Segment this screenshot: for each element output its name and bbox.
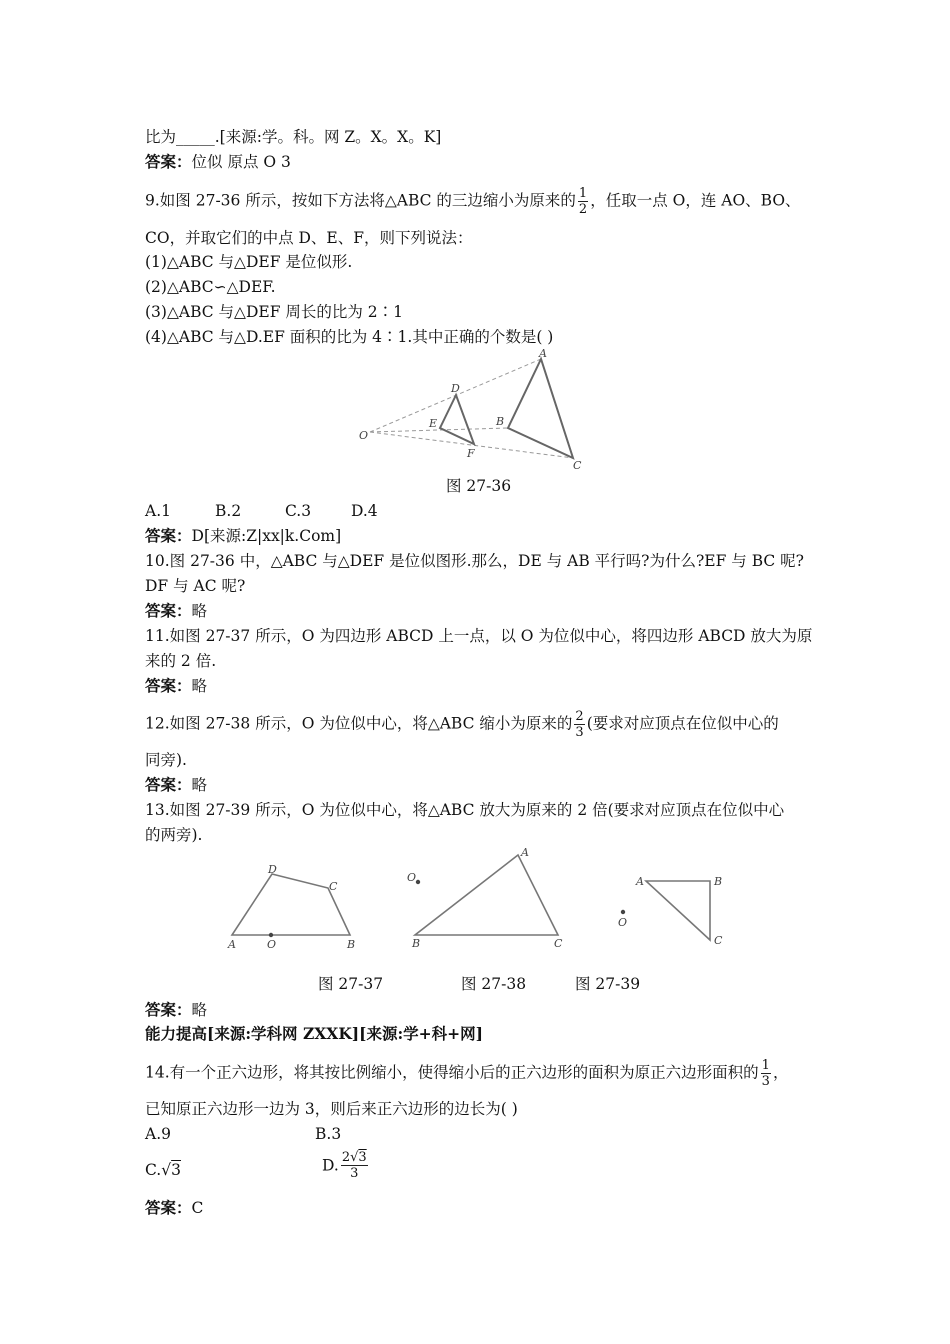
label-B: B bbox=[347, 938, 356, 951]
question-14-line1 bbox=[145, 1058, 788, 1089]
frac-num: 2 bbox=[575, 709, 584, 724]
frac-den: 2 bbox=[578, 202, 588, 217]
figure-27-38 bbox=[403, 845, 573, 955]
caption-27-38: 图 27-38 bbox=[461, 975, 527, 993]
frac-den: 3 bbox=[575, 725, 584, 740]
frac-num: 1 bbox=[578, 186, 588, 201]
label-A: A bbox=[228, 938, 236, 951]
frac-den: 3 bbox=[761, 1074, 770, 1089]
fraction-two-thirds bbox=[574, 709, 584, 740]
answer-text: 略 bbox=[191, 677, 208, 695]
answer-8 bbox=[145, 152, 291, 172]
label-B: B bbox=[412, 937, 421, 950]
answer-14 bbox=[145, 1198, 203, 1218]
option-c: C.3 bbox=[285, 502, 312, 520]
option-b: B.2 bbox=[215, 502, 242, 520]
answer-label: 答案： bbox=[145, 775, 192, 794]
caption-27-37: 图 27-37 bbox=[318, 975, 384, 993]
question-11-line1: 11.如图 27-37 所示，O 为四边形 ABCD 上一点，以 O 为位似中心，将四边形 ABCD 放大为原 bbox=[145, 627, 813, 645]
frac-num: 1 bbox=[761, 1058, 770, 1073]
answer-label: 答案： bbox=[145, 1198, 192, 1217]
label-B: B bbox=[496, 415, 505, 428]
radicand: 3 bbox=[358, 1150, 367, 1165]
coef: 2 bbox=[341, 1150, 351, 1165]
question-14-options-ab bbox=[145, 1124, 341, 1144]
figure-27-39 bbox=[610, 865, 735, 955]
q9-text-b: ，任取一点 O，连 AO、BO、 bbox=[590, 191, 801, 210]
label-O: O bbox=[359, 429, 369, 442]
question-9-line1 bbox=[145, 186, 801, 217]
question-9-item4: (4)△ABC 与△D.EF 面积的比为 4∶1.其中正确的个数是( ) bbox=[145, 328, 554, 346]
caption-27-39: 图 27-39 bbox=[575, 975, 641, 993]
figure-27-36 bbox=[355, 345, 595, 475]
caption-27-36: 图 27-36 bbox=[446, 477, 512, 495]
question-9-item1: (1)△ABC 与△DEF 是位似形. bbox=[145, 253, 353, 271]
option-a: A.1 bbox=[145, 502, 171, 520]
q12-text-b: (要求对应顶点在位似中心的 bbox=[586, 714, 779, 733]
fraction-one-third bbox=[761, 1058, 771, 1089]
question-10-line1: 10.图 27-36 中，△ABC 与△DEF 是位似图形.那么，DE 与 AB 平行吗?为什么?EF 与 BC 呢? bbox=[145, 552, 804, 570]
option-c: C. bbox=[145, 1161, 162, 1179]
label-C: C bbox=[554, 937, 563, 950]
figure-27-37 bbox=[222, 860, 362, 955]
line-prev-question: 比为_____.[来源:学。科。网 Z。X。X。K] bbox=[145, 128, 442, 146]
answer-text: 略 bbox=[191, 602, 208, 620]
option-d: D. bbox=[322, 1156, 339, 1175]
question-12-line1 bbox=[145, 709, 779, 740]
question-9-item3: (3)△ABC 与△DEF 周长的比为 2∶1 bbox=[145, 303, 404, 321]
option-b: B.3 bbox=[315, 1125, 342, 1143]
answer-text: C bbox=[191, 1199, 204, 1217]
label-C: C bbox=[329, 880, 338, 893]
label-E: E bbox=[429, 417, 438, 430]
sqrt-symbol: √ bbox=[161, 1161, 172, 1179]
answer-label: 答案： bbox=[145, 526, 192, 545]
answer-label: 答案： bbox=[145, 1000, 192, 1019]
section-heading: 能力提高[来源:学科网 ZXXK][来源:学+科+网] bbox=[145, 1024, 483, 1043]
q9-text-a: 9.如图 27-36 所示，按如下方法将△ABC 的三边缩小为原来的 bbox=[145, 191, 576, 210]
q14-text-a: 14.有一个正六边形，将其按比例缩小，使得缩小后的正六边形的面积为原正六边形面积的 bbox=[145, 1063, 759, 1082]
frac-num: 2√3 bbox=[341, 1150, 367, 1165]
question-13-line2: 的两旁). bbox=[145, 826, 203, 844]
option-a: A.9 bbox=[145, 1125, 171, 1143]
question-9-item2: (2)△ABC∽△DEF. bbox=[145, 278, 276, 296]
answer-text: 略 bbox=[191, 1001, 208, 1019]
question-14-option-c bbox=[145, 1160, 181, 1180]
label-O: O bbox=[407, 871, 417, 884]
fraction-half bbox=[578, 186, 588, 217]
question-9-line2: CO，并取它们的中点 D、E、F，则下列说法： bbox=[145, 229, 473, 247]
label-B: B bbox=[714, 875, 723, 888]
answer-13 bbox=[145, 1000, 207, 1020]
frac-den: 3 bbox=[350, 1166, 359, 1181]
question-10-line2: DF 与 AC 呢? bbox=[145, 577, 246, 595]
label-A: A bbox=[539, 347, 547, 360]
label-F: F bbox=[467, 447, 475, 460]
answer-text: D[来源:Z|xx|k.Com] bbox=[191, 527, 342, 545]
answer-label: 答案： bbox=[145, 601, 192, 620]
label-D: D bbox=[451, 382, 460, 395]
q14-text-b: ， bbox=[772, 1063, 789, 1082]
question-12-line2: 同旁). bbox=[145, 751, 187, 769]
radicand: 3 bbox=[171, 1161, 181, 1179]
fraction-two-root3-over-3 bbox=[341, 1150, 368, 1181]
label-O: O bbox=[267, 938, 277, 951]
answer-11 bbox=[145, 676, 207, 696]
answer-10 bbox=[145, 601, 207, 621]
option-d: D.4 bbox=[351, 502, 378, 520]
label-C: C bbox=[573, 459, 582, 472]
label-A: A bbox=[636, 875, 644, 888]
question-9-options bbox=[145, 501, 378, 521]
answer-12 bbox=[145, 775, 207, 795]
label-C: C bbox=[714, 934, 723, 947]
answer-text: 位似 原点 O 3 bbox=[191, 153, 291, 171]
q12-text-a: 12.如图 27-38 所示，O 为位似中心，将△ABC 缩小为原来的 bbox=[145, 714, 573, 733]
label-O: O bbox=[618, 916, 628, 929]
answer-label: 答案： bbox=[145, 676, 192, 695]
question-13-line1: 13.如图 27-39 所示，O 为位似中心，将△ABC 放大为原来的 2 倍(要求对应顶点在位似中心 bbox=[145, 801, 785, 819]
question-11-line2: 来的 2 倍. bbox=[145, 652, 217, 670]
label-A: A bbox=[521, 846, 529, 859]
question-14-line2: 已知原正六边形一边为 3，则后来正六边形的边长为( ) bbox=[145, 1100, 518, 1118]
answer-text: 略 bbox=[191, 776, 208, 794]
label-D: D bbox=[268, 863, 277, 876]
answer-9 bbox=[145, 526, 341, 546]
answer-label: 答案： bbox=[145, 152, 192, 171]
question-14-option-d bbox=[322, 1150, 370, 1181]
